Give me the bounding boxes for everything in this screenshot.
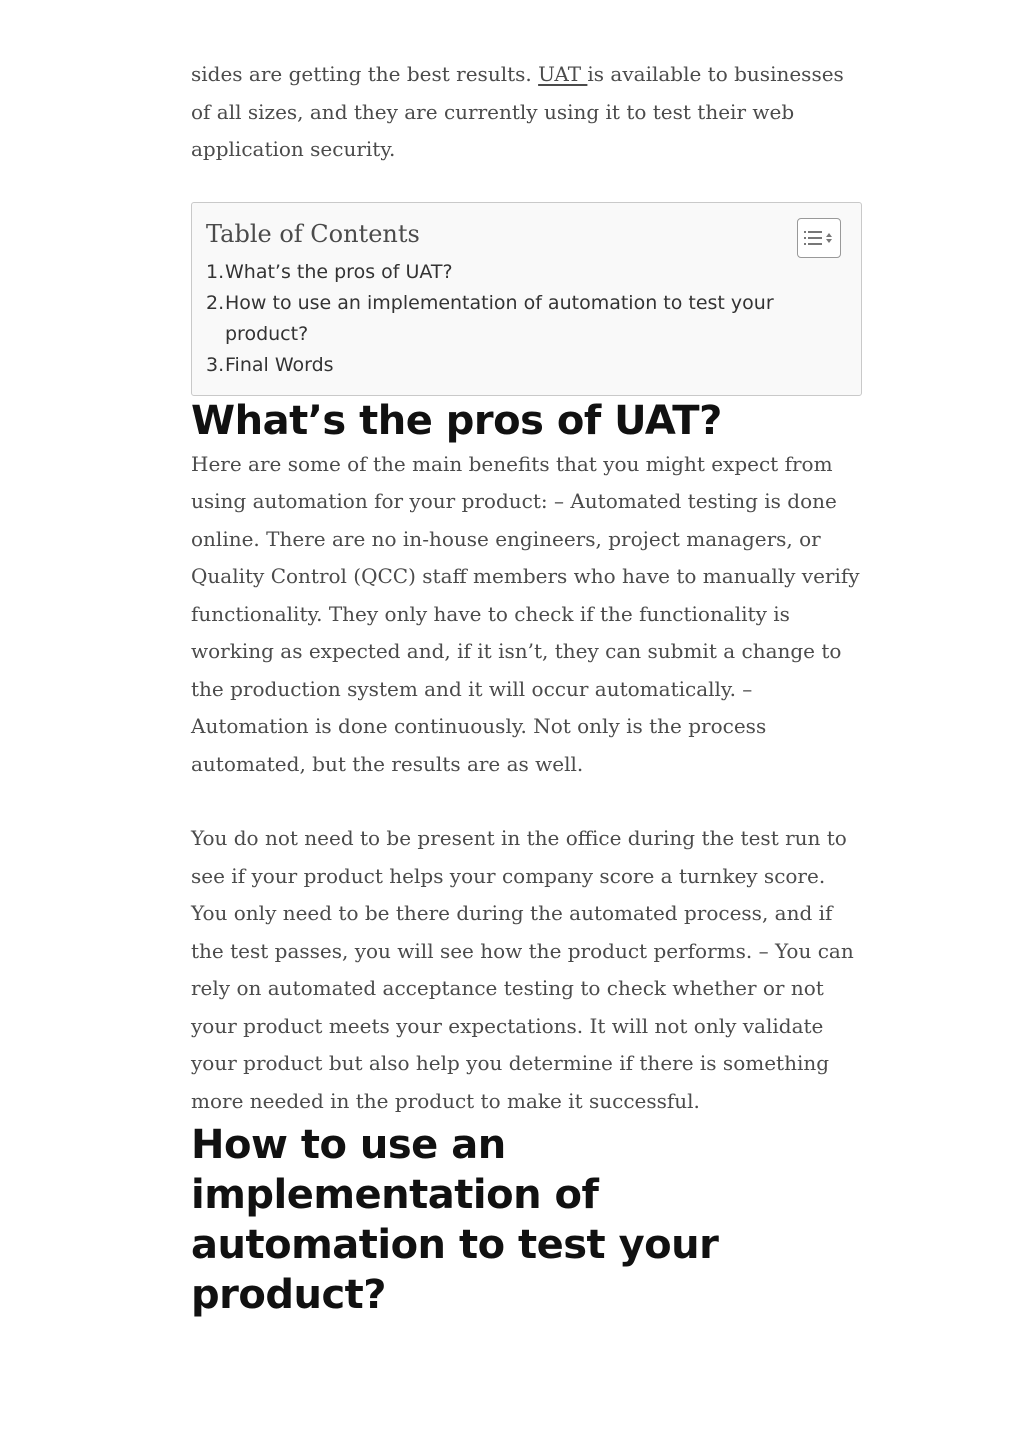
toc-item-number: 3. bbox=[206, 353, 225, 376]
intro-text-after: is available to businesses of all sizes, and they are currently using it to test their web application security. bbox=[191, 62, 844, 161]
pros-heading: What’s the pros of UAT? bbox=[191, 397, 722, 444]
toc-item-number: 2. bbox=[206, 291, 225, 314]
list-toggle-icon bbox=[802, 229, 836, 247]
toc-item-label[interactable]: Final Words bbox=[225, 353, 334, 376]
intro-paragraph bbox=[191, 56, 863, 169]
toc-title: Table of Contents bbox=[206, 219, 420, 248]
toc-item-label[interactable]: What’s the pros of UAT? bbox=[225, 260, 453, 283]
toc-toggle-button[interactable] bbox=[797, 218, 841, 258]
how-to-heading: How to use an implementation of automation to test your product? bbox=[191, 1122, 719, 1318]
pros-paragraph-2: You do not need to be present in the office during the test run to see if your product helps your company score a turnkey score. You only need to be there during the automated process, and if the test passes, you will see how the product performs. – You can rely on automated acceptance testing to check whether or not your product meets your expectations. It will not only validate your product but also help you determine if there is something more needed in the product to make it successful. bbox=[191, 826, 854, 1113]
pros-paragraph-1: Here are some of the main benefits that you might expect from using automation for your product: – Automated testing is done online. There are no in-house engineers, project managers, or Quality Control (QCC) staff members who have to manually verify functionality. They only have to check if the functionality is working as expected and, if it isn’t, they can submit a change to the production system and it will occur automatically. – Automation is done continuously. Not only is the process automated, but the results are as well. bbox=[191, 451, 860, 776]
intro-text-before: sides are getting the best results. bbox=[191, 62, 539, 86]
toc-item-how-to[interactable] bbox=[206, 288, 847, 350]
toc-item-number: 1. bbox=[206, 260, 225, 283]
uat-link[interactable]: UAT bbox=[538, 62, 588, 86]
toc-item-label[interactable]: How to use an implementation of automation to test your product? bbox=[225, 291, 774, 345]
toc-list bbox=[206, 257, 847, 381]
table-of-contents bbox=[191, 202, 862, 396]
toc-item-pros[interactable] bbox=[206, 257, 847, 288]
article-content bbox=[191, 56, 863, 1320]
toc-item-final-words[interactable] bbox=[206, 350, 847, 381]
